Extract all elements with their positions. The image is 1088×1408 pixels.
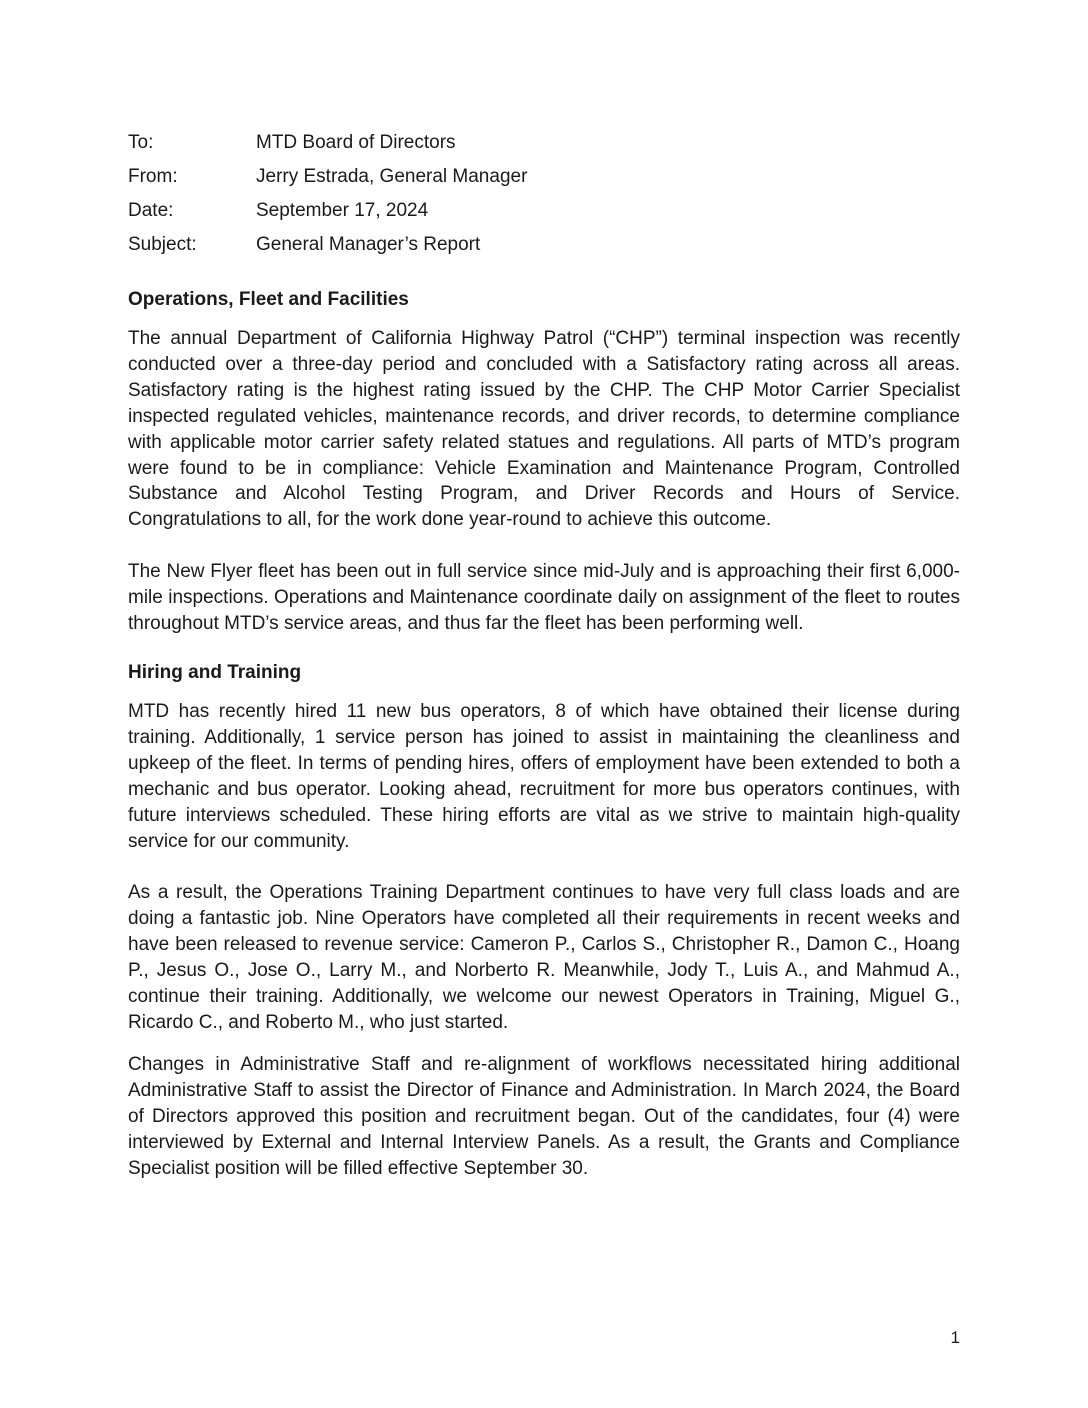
memo-from-row [128,160,527,194]
section-heading-hiring: Hiring and Training [128,662,302,683]
section-hiring [128,661,960,1181]
page-number: 1 [950,1328,960,1347]
section-operations [128,288,960,637]
memo-date-value: September 17, 2024 [256,200,429,221]
memo-date-row [128,194,527,228]
memo-subject-row [128,228,527,262]
paragraph-chp-inspection: The annual Department of California Highway Patrol (“CHP”) terminal inspection was recently conducted over a three-day period and concluded with a Satisfactory rating across all areas. Satisfactory rating is the highest rating issued by the CHP. The CHP Motor Carrier Specialist inspected regulated vehicles, maintenance records, and driver records, to determine compliance with applicable motor carrier safety related statues and regulations. All parts of MTD’s program were found to be in compliance: Vehicle Examination and Maintenance Program, Controlled Substance and Alcohol Testing Program, and Driver Records and Hours of Service. Congratulations to all, for the work done year-round to achieve this outcome. [128,328,960,531]
paragraph-administrative-staff: Changes in Administrative Staff and re-alignment of workflows necessitated hiring additional Administrative Staff to assist the Director of Finance and Administration. In March 2024, the Board of Directors approved this position and recruitment began. Out of the candidates, four (4) were interviewed by External and Internal Interview Panels. As a result, the Grants and Compliance Specialist position will be filled effective September 30. [128,1053,960,1179]
section-heading-operations: Operations, Fleet and Facilities [128,289,409,310]
memo-header [128,126,527,262]
paragraph-new-flyer-fleet: The New Flyer fleet has been out in full service since mid-July and is approaching their first 6,000-mile inspections. Operations and Maintenance coordinate daily on assignment of the fleet to routes throughout MTD’s service areas, and thus far the fleet has been performing well. [128,561,960,635]
memo-from-value: Jerry Estrada, General Manager [256,166,528,187]
memo-from-label: From: [128,166,178,187]
memo-to-value: MTD Board of Directors [256,132,456,153]
memo-subject-label: Subject: [128,234,197,255]
memo-to-label: To: [128,132,154,153]
paragraph-operations-training: As a result, the Operations Training Department continues to have very full class loads and are doing a fantastic job. Nine Operators have completed all their requirements in recent weeks and have been released to revenue service: Cameron P., Carlos S., Christopher R., Damon C., Hoang P., Jesus O., Jose O., Larry M., and Norberto R. Meanwhile, Jody T., Luis A., and Mahmud A., continue their training. Additionally, we welcome our newest Operators in Training, Miguel G., Ricardo C., and Roberto M., who just started. [128,882,960,1033]
paragraph-new-hires: MTD has recently hired 11 new bus operators, 8 of which have obtained their license during training. Additionally, 1 service person has joined to assist in maintaining the cleanliness and upkeep of the fleet. In terms of pending hires, offers of employment have been extended to both a mechanic and bus operator. Looking ahead, recruitment for more bus operators continues, with future interviews scheduled. These hiring efforts are vital as we strive to maintain high-quality service for our community. [128,701,960,852]
memo-date-label: Date: [128,200,174,221]
memo-subject-value: General Manager’s Report [256,234,481,255]
memo-to-row [128,126,527,160]
